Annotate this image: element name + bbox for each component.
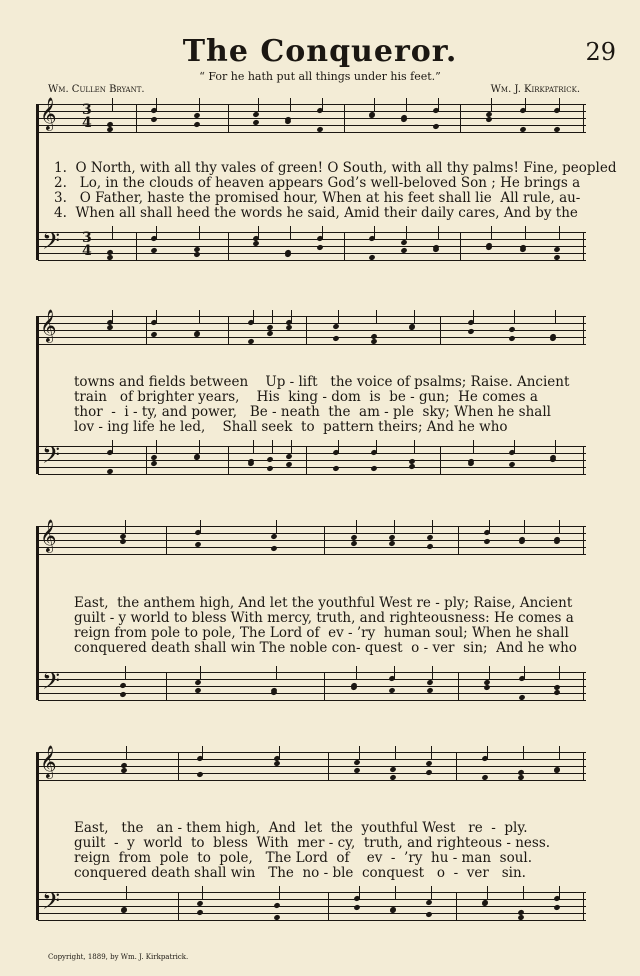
note-stem bbox=[291, 310, 292, 324]
time-signature-top: 3 bbox=[82, 102, 92, 118]
staff-line bbox=[38, 104, 586, 105]
treble-staff bbox=[38, 316, 586, 344]
lyric-line: 3. O Father, haste the promised hour, When at his feet shall lie All rule, au- bbox=[54, 190, 581, 206]
barline bbox=[166, 672, 167, 700]
barline bbox=[166, 526, 167, 554]
staff-line bbox=[38, 316, 586, 317]
bass-time-signature bbox=[82, 232, 92, 258]
note-stem bbox=[356, 520, 357, 534]
lyric-line: East, the anthem high, And let the youthful West re - ply; Raise, Ancient bbox=[74, 595, 573, 611]
note-stem bbox=[374, 226, 375, 240]
lyric-line: reign from pole to pole, The Lord of ev - ’ry human soul; When he shall bbox=[74, 625, 569, 641]
staff-line bbox=[38, 526, 586, 527]
note-stem bbox=[525, 226, 526, 240]
staff-line bbox=[38, 246, 586, 247]
lyric-line: reign from pole to pole, The Lord of ev - ’ry hu - man soul. bbox=[74, 850, 533, 866]
bass-clef-icon: 𝄢 bbox=[42, 887, 61, 920]
note-stem bbox=[125, 666, 126, 680]
barline bbox=[228, 104, 229, 132]
note-stem bbox=[432, 666, 433, 680]
lyric-line: conquered death shall win The no - ble conquest o - ver sin. bbox=[74, 865, 526, 881]
staff-line bbox=[38, 111, 586, 112]
note-stem bbox=[559, 746, 560, 760]
lyric-line: guilt - y world to bless With mercy, truth, and righteousness: He comes a bbox=[74, 610, 574, 626]
note-stem bbox=[253, 310, 254, 324]
staff-line bbox=[38, 554, 586, 555]
note-stem bbox=[414, 310, 415, 324]
note-stem bbox=[555, 310, 556, 324]
barline bbox=[456, 752, 457, 780]
staff-line bbox=[38, 899, 586, 900]
staff-line bbox=[38, 253, 586, 254]
note-stem bbox=[359, 746, 360, 760]
note-stem bbox=[276, 520, 277, 534]
note-stem bbox=[279, 886, 280, 900]
note-stem bbox=[376, 440, 377, 454]
note-stem bbox=[156, 98, 157, 112]
note-stem bbox=[523, 746, 524, 760]
note-stem bbox=[272, 440, 273, 454]
staff-line bbox=[38, 132, 586, 133]
hymn-title: The Conqueror. bbox=[182, 34, 458, 69]
note-stem bbox=[473, 310, 474, 324]
barline bbox=[583, 232, 584, 260]
staff-line bbox=[38, 453, 586, 454]
note-stem bbox=[406, 98, 407, 112]
lyric-line: 4. When all shall heed the words he said, Amid their daily cares, And by the bbox=[54, 205, 578, 221]
note-stem bbox=[272, 310, 273, 324]
barline bbox=[344, 104, 345, 132]
barline bbox=[306, 316, 307, 344]
note-stem bbox=[199, 98, 200, 112]
lyric-line: lov - ing life he led, Shall seek to pattern theirs; And he who bbox=[74, 419, 508, 435]
staff-line bbox=[38, 759, 586, 760]
note-stem bbox=[491, 226, 492, 240]
note-stem bbox=[112, 98, 113, 112]
note-stem bbox=[559, 520, 560, 534]
staff-line bbox=[38, 906, 586, 907]
note-stem bbox=[524, 520, 525, 534]
time-signature-bottom: 4 bbox=[82, 243, 92, 259]
note-stem bbox=[276, 666, 277, 680]
lyric-line: 2. Lo, in the clouds of heaven appears God’s well-beloved Son ; He brings a bbox=[54, 175, 581, 191]
barline bbox=[324, 672, 325, 700]
staff-line bbox=[38, 460, 586, 461]
barline bbox=[583, 104, 584, 132]
staff-line bbox=[38, 239, 586, 240]
note-stem bbox=[473, 440, 474, 454]
note-stem bbox=[376, 310, 377, 324]
treble-clef-icon: 𝄞 bbox=[40, 519, 57, 552]
composer-credit: Wm. J. Kirkpatrick. bbox=[490, 84, 580, 95]
barline bbox=[456, 892, 457, 920]
note-stem bbox=[559, 666, 560, 680]
staff-line bbox=[38, 913, 586, 914]
staff-line bbox=[38, 547, 586, 548]
barline bbox=[306, 446, 307, 474]
treble-clef-icon: 𝄞 bbox=[40, 97, 57, 130]
note-stem bbox=[491, 98, 492, 112]
note-stem bbox=[156, 310, 157, 324]
system-bracket bbox=[36, 104, 39, 260]
lyric-line: towns and fields between Up - lift the voice of psalms; Raise. Ancient bbox=[74, 374, 570, 390]
staff-line bbox=[38, 323, 586, 324]
note-stem bbox=[258, 226, 259, 240]
barline bbox=[136, 104, 137, 132]
staff-line bbox=[38, 467, 586, 468]
note-stem bbox=[514, 310, 515, 324]
note-stem bbox=[156, 440, 157, 454]
note-stem bbox=[555, 440, 556, 454]
barline bbox=[460, 104, 461, 132]
note-stem bbox=[514, 440, 515, 454]
note-stem bbox=[112, 440, 113, 454]
barline bbox=[146, 446, 147, 474]
page-number: 29 bbox=[585, 38, 616, 66]
staff-line bbox=[38, 700, 586, 701]
lyric-line: East, the an - them high, And let the youthful West re - ply. bbox=[74, 820, 528, 836]
time-signature-top: 3 bbox=[82, 230, 92, 246]
barline bbox=[136, 232, 137, 260]
note-stem bbox=[406, 226, 407, 240]
note-stem bbox=[156, 226, 157, 240]
bass-clef-icon: 𝄢 bbox=[42, 667, 61, 700]
note-stem bbox=[431, 746, 432, 760]
bass-clef-icon: 𝄢 bbox=[42, 227, 61, 260]
note-stem bbox=[338, 440, 339, 454]
note-stem bbox=[487, 746, 488, 760]
lyric-line: guilt - y world to bless With mer - cy, truth, and righteous - ness. bbox=[74, 835, 551, 851]
note-stem bbox=[322, 98, 323, 112]
note-stem bbox=[200, 666, 201, 680]
barline bbox=[460, 232, 461, 260]
staff-line bbox=[38, 125, 586, 126]
barline bbox=[458, 526, 459, 554]
barline bbox=[583, 892, 584, 920]
note-stem bbox=[395, 886, 396, 900]
staff-line bbox=[38, 780, 586, 781]
staff-line bbox=[38, 330, 586, 331]
barline bbox=[146, 316, 147, 344]
note-stem bbox=[489, 666, 490, 680]
note-stem bbox=[199, 310, 200, 324]
staff-line bbox=[38, 118, 586, 119]
note-stem bbox=[112, 226, 113, 240]
barline bbox=[178, 752, 179, 780]
note-stem bbox=[202, 746, 203, 760]
staff-line bbox=[38, 773, 586, 774]
staff-line bbox=[38, 892, 586, 893]
note-stem bbox=[112, 310, 113, 324]
note-stem bbox=[200, 520, 201, 534]
system-bracket bbox=[36, 752, 39, 920]
treble-time-signature bbox=[82, 104, 92, 130]
note-stem bbox=[290, 98, 291, 112]
barline bbox=[458, 672, 459, 700]
staff-line bbox=[38, 232, 586, 233]
note-stem bbox=[356, 666, 357, 680]
note-stem bbox=[559, 98, 560, 112]
staff-line bbox=[38, 260, 586, 261]
time-signature-bottom: 4 bbox=[82, 115, 92, 131]
staff-line bbox=[38, 752, 586, 753]
note-stem bbox=[253, 440, 254, 454]
lyric-line: thor - i - ty, and power, Be - neath the am - ple sky; When he shall bbox=[74, 404, 551, 420]
treble-clef-icon: 𝄞 bbox=[40, 745, 57, 778]
note-stem bbox=[414, 440, 415, 454]
note-stem bbox=[291, 440, 292, 454]
note-stem bbox=[359, 886, 360, 900]
barline bbox=[583, 446, 584, 474]
barline bbox=[228, 232, 229, 260]
treble-staff bbox=[38, 104, 586, 132]
poet-credit: Wm. Cullen Bryant. bbox=[48, 84, 145, 95]
epigraph: “ For he hath put all things under his feet.” bbox=[199, 70, 441, 83]
note-stem bbox=[487, 886, 488, 900]
staff-line bbox=[38, 344, 586, 345]
note-stem bbox=[199, 440, 200, 454]
barline bbox=[178, 892, 179, 920]
barline bbox=[328, 752, 329, 780]
barline bbox=[228, 446, 229, 474]
copyright-notice: Copyright, 1889, by Wm. J. Kirkpatrick. bbox=[48, 953, 189, 961]
note-stem bbox=[431, 886, 432, 900]
note-stem bbox=[322, 226, 323, 240]
barline bbox=[583, 672, 584, 700]
note-stem bbox=[438, 98, 439, 112]
barline bbox=[324, 526, 325, 554]
note-stem bbox=[125, 520, 126, 534]
note-stem bbox=[525, 98, 526, 112]
system-bracket bbox=[36, 526, 39, 700]
note-stem bbox=[279, 746, 280, 760]
staff-line bbox=[38, 679, 586, 680]
note-stem bbox=[394, 666, 395, 680]
treble-clef-icon: 𝄞 bbox=[40, 309, 57, 342]
note-stem bbox=[374, 98, 375, 112]
note-stem bbox=[199, 226, 200, 240]
staff-line bbox=[38, 337, 586, 338]
note-stem bbox=[290, 226, 291, 240]
staff-line bbox=[38, 474, 586, 475]
barline bbox=[344, 232, 345, 260]
bass-staff bbox=[38, 227, 586, 260]
barline bbox=[440, 316, 441, 344]
note-stem bbox=[432, 520, 433, 534]
note-stem bbox=[126, 886, 127, 900]
bass-staff bbox=[38, 441, 586, 474]
note-stem bbox=[394, 520, 395, 534]
note-stem bbox=[202, 886, 203, 900]
note-stem bbox=[258, 98, 259, 112]
note-stem bbox=[338, 310, 339, 324]
barline bbox=[583, 752, 584, 780]
bass-clef-icon: 𝄢 bbox=[42, 441, 61, 474]
note-stem bbox=[524, 666, 525, 680]
note-stem bbox=[489, 520, 490, 534]
system-bracket bbox=[36, 316, 39, 474]
barline bbox=[440, 446, 441, 474]
bass-staff bbox=[38, 887, 586, 920]
lyric-line: train of brighter years, His king - dom is be - gun; He comes a bbox=[74, 389, 538, 405]
note-stem bbox=[395, 746, 396, 760]
lyric-line: conquered death shall win The noble con- quest o - ver sin; And he who bbox=[74, 640, 577, 656]
note-stem bbox=[438, 226, 439, 240]
staff-line bbox=[38, 446, 586, 447]
note-stem bbox=[126, 746, 127, 760]
note-stem bbox=[559, 226, 560, 240]
barline bbox=[228, 316, 229, 344]
barline bbox=[583, 526, 584, 554]
barline bbox=[328, 892, 329, 920]
lyric-line: 1. O North, with all thy vales of green! O South, with all thy palms! Fine, peopled bbox=[54, 160, 617, 176]
staff-line bbox=[38, 920, 586, 921]
note-stem bbox=[559, 886, 560, 900]
barline bbox=[583, 316, 584, 344]
staff-line bbox=[38, 672, 586, 673]
note-stem bbox=[523, 886, 524, 900]
